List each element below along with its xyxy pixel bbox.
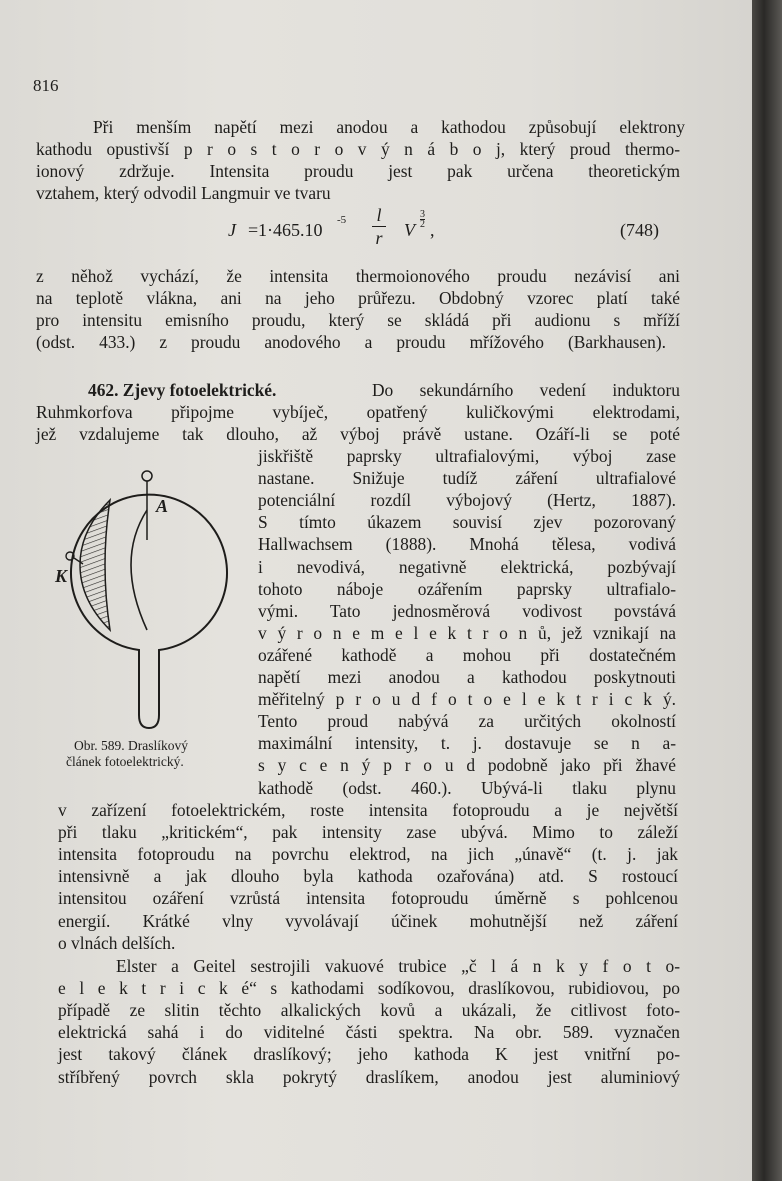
figure-photocell xyxy=(55,470,255,740)
text-line: intensitou ozáření vzrůstá intensita fotoproudu úměrně s pohlcenou xyxy=(58,888,678,909)
text-line: jest takový článek draslíkový; jeho kathoda K jest vnitřní po- xyxy=(58,1044,680,1065)
text-line: energií. Krátké vlny vyvolávají účinek mohutnější než záření xyxy=(58,910,678,931)
text-line: měřitelný p r o u d f o t o e l e k t r i c k ý. xyxy=(258,689,676,710)
figure-caption-line-2: článek fotoelektrický. xyxy=(66,754,184,769)
fraction-denominator: r xyxy=(375,228,383,248)
text-line: elektrická sahá i do viditelné části spektra. Na obr. 589. vyznačen xyxy=(58,1022,680,1043)
anode-loop xyxy=(131,510,147,630)
variable-exponent-numerator: 3 xyxy=(420,209,425,220)
text-line: Elster a Geitel sestrojili vakuové trubice „č l á n k y f o t o- xyxy=(116,956,680,976)
formula-coefficient: 1·465.10 xyxy=(258,220,323,240)
text-line: maximální intensity, t. j. dostavuje se n a- xyxy=(258,733,676,754)
paragraph-1-line: ionový zdržuje. Intensita proudu jest pak určena theoretickým xyxy=(36,161,680,181)
text-line: Hallwachsem (1888). Mnohá tělesa, vodivá xyxy=(258,534,676,555)
formula-comma: , xyxy=(430,220,435,240)
paragraph-2-line: pro intensitu emisního proudu, který se skládá při audionu s mříží xyxy=(36,310,680,330)
formula-variable-exponent xyxy=(420,210,425,229)
text-line: Tento proud nabývá za určitých okolností xyxy=(258,711,676,732)
text-line: potenciální rozdíl výbojový (Hertz, 1887). xyxy=(258,490,676,511)
paragraph-1-line: kathodu opustivší p r o s t o r o v ý n á b o j, který proud thermo- xyxy=(36,139,680,159)
formula-fraction xyxy=(372,206,386,247)
text-line: napětí mezi anodou a kathodou poskytnouti xyxy=(258,667,676,687)
text-line: nastane. Snižuje tudíž záření ultrafialové xyxy=(258,468,676,489)
section-heading xyxy=(88,379,388,401)
text-line: s y c e n ý p r o u d podobně jako při žhavé xyxy=(258,755,676,776)
paragraph-1-line: Při menším napětí mezi anodou a kathodou způsobují elektrony xyxy=(93,117,685,137)
text-line: případě ze slitin těchto alkalických kovů a ukázali, že citlivost foto- xyxy=(58,1000,680,1021)
cathode-coating xyxy=(80,500,110,630)
figure-label-cathode: K xyxy=(55,566,68,586)
formula-variable: V xyxy=(404,220,415,240)
text-line: vými. Tato jednosměrová vodivost povstává xyxy=(258,600,676,621)
section-line: jež vzdalujeme tak dlouho, až výboj právě ustane. Ozáří-li se poté xyxy=(36,424,680,444)
fraction-numerator: l xyxy=(376,205,382,225)
anode-terminal-ring xyxy=(142,471,152,481)
section-title: Zjevy fotoelektrické. xyxy=(122,380,277,400)
text-line: ozářené kathodě a mohou při dostatečném xyxy=(258,644,676,665)
section-number: 462. xyxy=(88,380,119,400)
text-line: v zařízení fotoelektrickém, roste intensita fotoproudu a je největší xyxy=(58,800,678,820)
page-number: 816 xyxy=(33,76,59,95)
langmuir-formula xyxy=(228,206,688,256)
text-line: i nevodivá, negativně elektrická, pozbývají xyxy=(258,556,676,577)
text-line: o vlnách delších. xyxy=(58,932,176,953)
text-line: e l e k t r i c k é“ s kathodami sodíkovou, draslíkovou, rubidiovou, po xyxy=(58,978,680,999)
text-line: při tlaku „kritickém“, pak intensity zase ubývá. Mimo to záleží xyxy=(58,822,678,843)
figure-label-anode: A xyxy=(156,496,169,516)
paragraph-2-line: (odst. 433.) z proudu anodového a proudu mřížového (Barkhausen). xyxy=(36,332,666,352)
text-line: S tímto úkazem souvisí zjev pozorovaný xyxy=(258,512,676,533)
text-line: kathodě (odst. 460.). Ubývá-li tlaku plynu xyxy=(258,777,676,798)
formula-equals: = xyxy=(248,220,259,240)
paragraph-1-line: vztahem, který odvodil Langmuir ve tvaru xyxy=(36,183,331,203)
text-line: stříbřený povrch skla pokrytý draslíkem, anodou jest aluminiový xyxy=(58,1066,680,1087)
text-line: intensivně a jak dlouho byla kathoda ozařována) atd. S rostoucí xyxy=(58,866,678,887)
text-line: intensita fotoproudu na povrchu elektrod, na jich „únavě“ (t. j. jak xyxy=(58,844,678,865)
formula-exponent: -5 xyxy=(337,214,347,226)
figure-caption-line-1: Obr. 589. Draslíkový xyxy=(74,738,188,753)
section-line: Do sekundárního vedení induktoru xyxy=(372,380,680,400)
paragraph-2-line: z něhož vychází, že intensita thermoionového proudu nezávisí ani xyxy=(36,266,680,286)
book-spine xyxy=(752,0,782,1181)
formula-lhs: J xyxy=(228,220,236,240)
text-line: v ý r o n e m e l e k t r o n ů, jež vznikají na xyxy=(258,622,676,643)
text-line: tohoto náboje ozářením paprsky ultrafialo- xyxy=(258,578,676,599)
text-line: jiskřiště paprsky ultrafialovými, výboj zase xyxy=(258,446,676,466)
variable-exponent-denominator: 2 xyxy=(420,219,425,230)
section-line: Ruhmkorfova připojme vybíječ, opatřený kuličkovými elektrodami, xyxy=(36,402,680,422)
fraction-bar xyxy=(372,226,386,227)
paragraph-2-line: na teplotě vlákna, ani na jeho průřezu. Obdobný vzorec platí také xyxy=(36,288,680,308)
equation-reference: (748) xyxy=(620,220,659,240)
